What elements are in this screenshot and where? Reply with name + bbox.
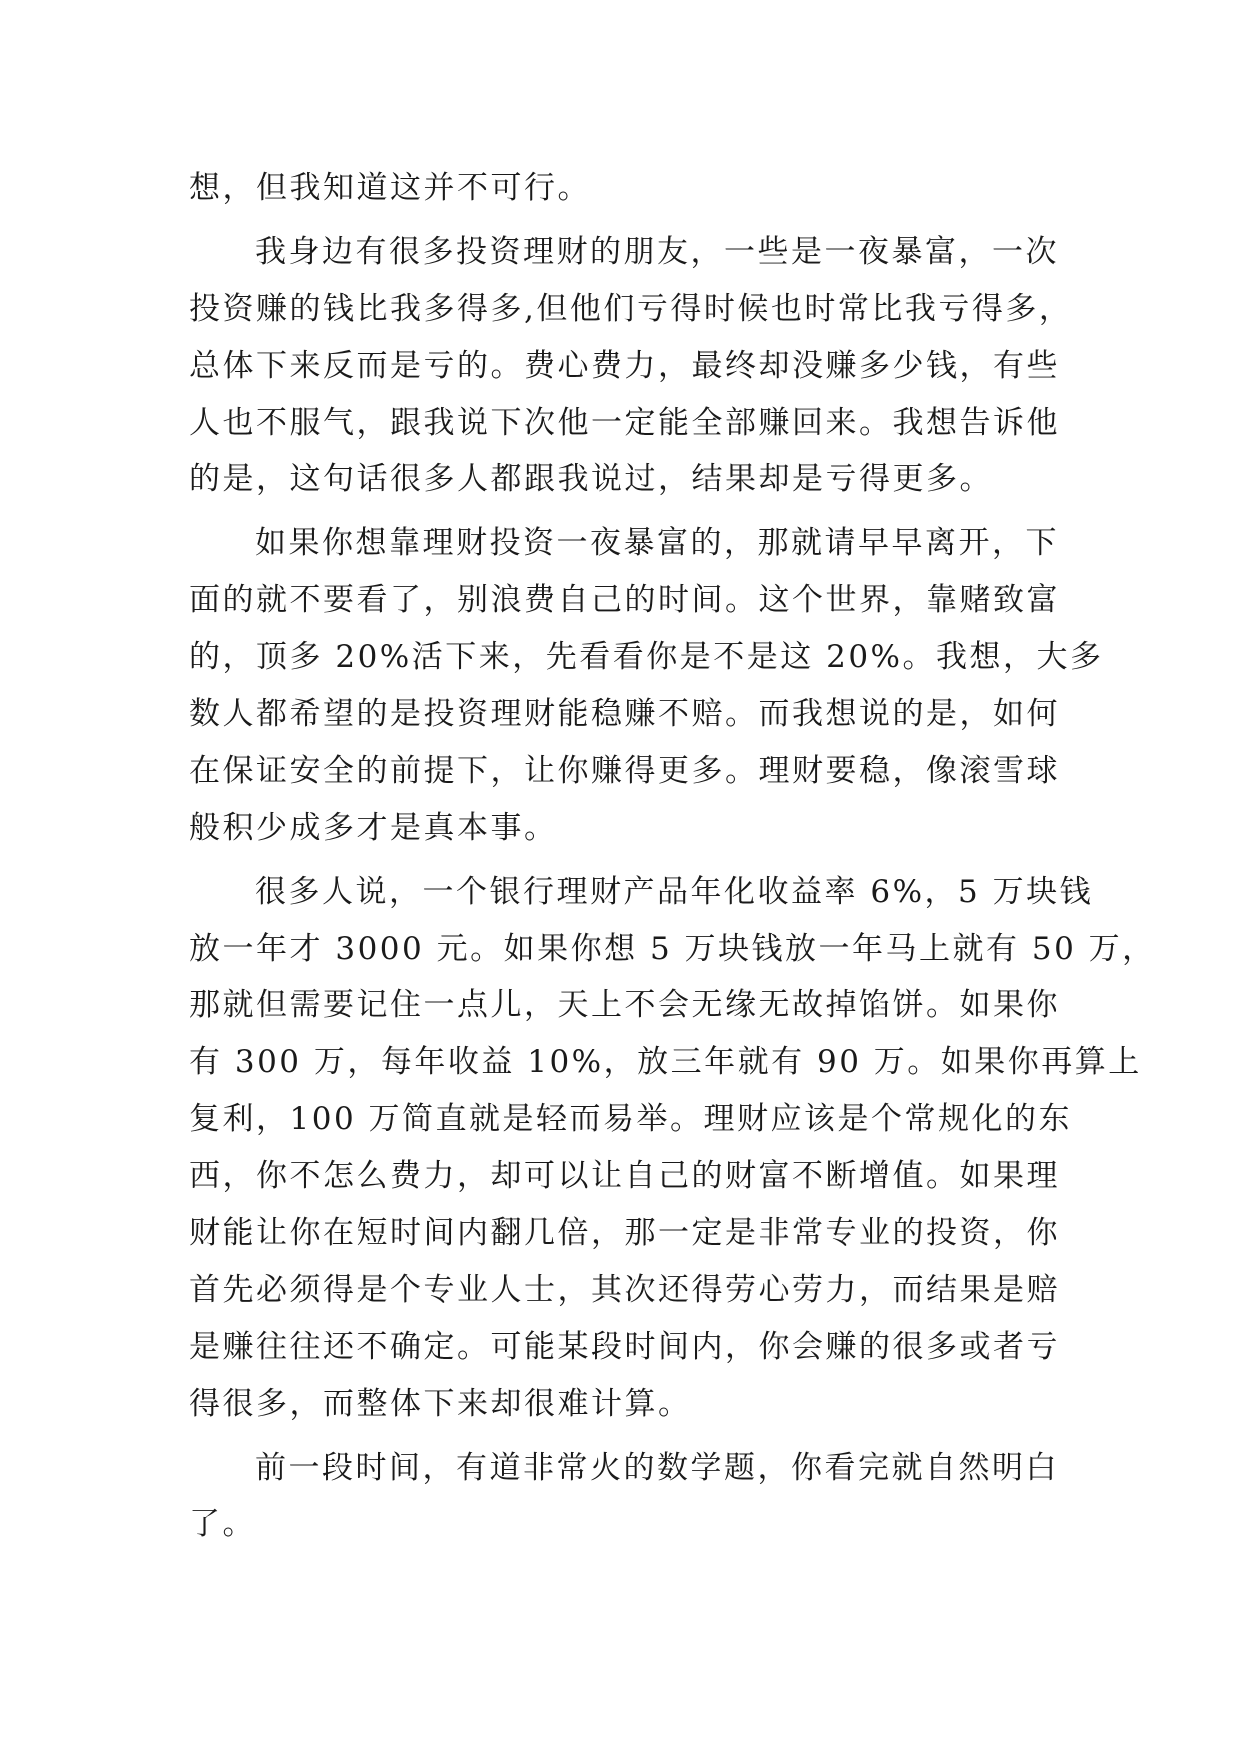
body-text <box>189 160 1156 1553</box>
text-line: 的，顶多 20%活下来，先看看你是不是这 20%。我想，大多 <box>189 639 1104 676</box>
text-line: 得很多，而整体下来却很难计算。 <box>189 1385 692 1422</box>
text-line: 财能让你在短时间内翻几倍，那一定是非常专业的投资，你 <box>189 1215 1060 1252</box>
text-line: 总体下来反而是亏的。费心费力，最终却没赚多少钱，有些 <box>189 347 1060 384</box>
text-line: 首先必须得是个专业人士，其次还得劳心劳力，而结果是赔 <box>189 1271 1060 1308</box>
paragraph-first-line: 前一段时间，有道非常火的数学题，你看完就自然明白 <box>255 1449 1059 1486</box>
text-line: 般积少成多才是真本事。 <box>189 809 558 846</box>
paragraph-first-line: 如果你想靠理财投资一夜暴富的，那就请早早离开，下 <box>255 525 1059 562</box>
paragraph-first-line: 很多人说，一个银行理财产品年化收益率 6%，5 万块钱 <box>255 873 1094 910</box>
text-line: 了。 <box>189 1506 256 1543</box>
text-line: 在保证安全的前提下，让你赚得更多。理财要稳，像滚雪球 <box>189 752 1060 789</box>
text-line: 面的就不要看了，别浪费自己的时间。这个世界，靠赌致富 <box>189 582 1060 619</box>
text-line: 放一年才 3000 元。如果你想 5 万块钱放一年马上就有 50 万， <box>189 930 1156 967</box>
text-line: 的是，这句话很多人都跟我说过，结果却是亏得更多。 <box>189 461 993 498</box>
text-line: 那就但需要记住一点儿，天上不会无缘无故掉馅饼。如果你 <box>189 987 1060 1024</box>
text-line: 投资赚的钱比我多得多,但他们亏得时候也时常比我亏得多， <box>189 290 1073 327</box>
paragraph-first-line: 我身边有很多投资理财的朋友，一些是一夜暴富，一次 <box>255 233 1059 270</box>
text-line: 人也不服气，跟我说下次他一定能全部赚回来。我想告诉他 <box>189 404 1060 441</box>
text-line: 有 300 万，每年收益 10%，放三年就有 90 万。如果你再算上 <box>189 1044 1142 1081</box>
text-line: 数人都希望的是投资理财能稳赚不赔。而我想说的是，如何 <box>189 696 1060 733</box>
text-line: 复利，100 万简直就是轻而易举。理财应该是个常规化的东 <box>189 1101 1073 1138</box>
text-line: 西，你不怎么费力，却可以让自己的财富不断增值。如果理 <box>189 1158 1060 1195</box>
text-line: 想，但我知道这并不可行。 <box>189 170 591 206</box>
text-line: 是赚往往还不确定。可能某段时间内，你会赚的很多或者亏 <box>189 1328 1060 1365</box>
